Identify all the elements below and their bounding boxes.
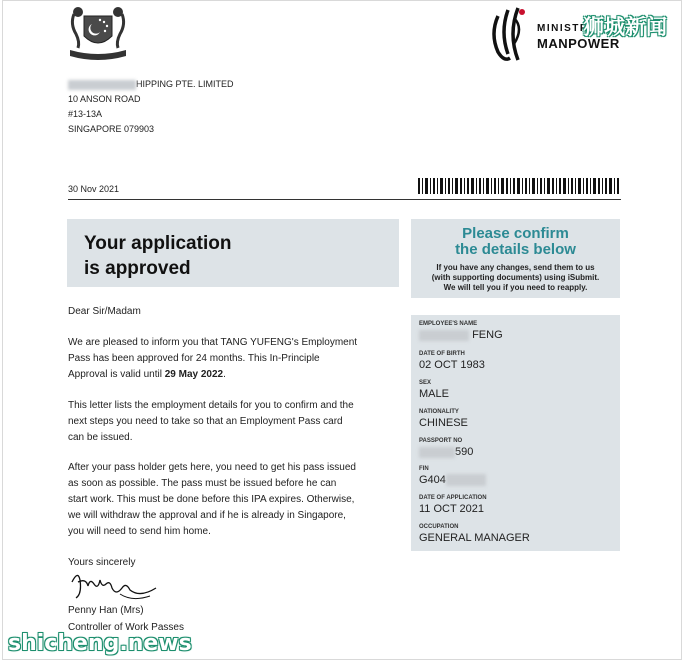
ministry-line2: MANPOWER [537, 36, 620, 51]
redacted-company-prefix [68, 80, 136, 90]
employee-name-visible: FENG [472, 329, 503, 341]
letter-date: 30 Nov 2021 [68, 184, 120, 194]
doa-label: DATE OF APPLICATION [419, 495, 487, 501]
closing: Yours sincerely [68, 557, 136, 568]
confirm-details-banner [411, 219, 620, 298]
confirm-heading-line1: Please confirm [462, 225, 569, 242]
nationality-value: CHINESE [419, 417, 468, 429]
field-date-of-birth [419, 350, 485, 372]
sex-value: MALE [419, 388, 449, 400]
paragraph-approval [68, 335, 403, 383]
paragraph-approval-line1: We are pleased to inform you that TANG YUFENG's Employment [68, 337, 358, 348]
approval-heading-line2: is approved [84, 258, 191, 279]
redacted-fin [446, 474, 486, 486]
address-unit: #13-13A [68, 109, 103, 119]
fin-visible: G404 [419, 474, 446, 486]
redacted-passport [419, 447, 455, 458]
paragraph-arrival [68, 460, 403, 540]
ministry-of-manpower-logo-icon [484, 4, 544, 66]
singapore-crest-icon [66, 4, 130, 62]
sex-label: SEX [419, 380, 432, 386]
passport-visible: 590 [455, 446, 474, 458]
confirm-heading-line2: the details below [455, 241, 576, 258]
company-name-line [68, 77, 234, 92]
signer-title: Controller of Work Passes [68, 622, 184, 633]
paragraph-arrival-line4: we will withdraw the approval and if he is already in Singapore, [68, 510, 346, 521]
address-city: SINGAPORE 079903 [68, 124, 155, 134]
validity-period: . [223, 369, 226, 380]
watermark-bottom: shicheng.news [8, 631, 192, 656]
employee-name-label: EMPLOYEE'S NAME [419, 321, 478, 327]
occupation-label: OCCUPATION [419, 524, 459, 530]
ministry-line1: MINISTRY [537, 23, 597, 34]
field-nationality [419, 408, 468, 430]
paragraph-details-line1: This letter lists the employment details for you to confirm and the [68, 400, 354, 411]
paragraph-approval-line3 [68, 367, 403, 383]
paragraph-arrival-line2: as soon as possible. The pass must be issued before he can [68, 478, 337, 489]
approval-heading [84, 231, 231, 281]
field-sex [419, 379, 449, 401]
dob-value: 02 OCT 1983 [419, 359, 485, 371]
passport-label: PASSPORT NO [419, 438, 463, 444]
employee-details-panel [411, 315, 620, 551]
watermark-top: 狮城新闻 [583, 15, 667, 39]
paragraph-details-line2: next steps you need to take so that an Employment Pass card [68, 416, 343, 427]
validity-date: 29 May 2022 [164, 369, 224, 380]
fin-label: FIN [419, 466, 429, 472]
employee-name-value [419, 329, 503, 342]
signature-icon [70, 568, 160, 602]
field-employee-name [419, 320, 503, 342]
confirm-instructions [411, 263, 620, 293]
paragraph-arrival-line5: you will need to send him home. [68, 526, 211, 537]
salutation: Dear Sir/Madam [68, 306, 141, 317]
nationality-label: NATIONALITY [419, 409, 459, 415]
redacted-name [419, 330, 469, 341]
occupation-value: GENERAL MANAGER [419, 532, 530, 544]
paragraph-arrival-line1: After your pass holder gets here, you need to get his pass issued [68, 462, 356, 473]
paragraph-details-line3: can be issued. [68, 432, 133, 443]
field-fin [419, 465, 486, 487]
field-date-of-application [419, 494, 487, 516]
passport-value [419, 446, 473, 459]
field-occupation [419, 523, 530, 545]
paragraph-approval-line2: Pass has been approved for 24 months. This In-Principle [68, 353, 320, 364]
doa-value: 11 OCT 2021 [419, 503, 485, 515]
address-street: 10 ANSON ROAD [68, 94, 141, 104]
approval-heading-line1: Your application [84, 233, 232, 254]
paragraph-details [68, 398, 403, 446]
recipient-address [68, 77, 234, 137]
dob-label: DATE OF BIRTH [419, 351, 465, 357]
field-passport-no [419, 437, 473, 459]
confirm-instructions-line1: If you have any changes, send them to us [436, 263, 595, 272]
confirm-heading [411, 226, 620, 258]
divider-rule [68, 199, 621, 200]
confirm-instructions-line3: We will tell you if you need to reapply. [443, 283, 588, 292]
validity-text: Approval is valid until [68, 369, 165, 380]
confirm-instructions-line2: (with supporting documents) using iSubmit. [431, 273, 600, 282]
barcode-icon [418, 178, 621, 194]
fin-value [419, 474, 486, 487]
approval-banner [67, 219, 399, 287]
paragraph-arrival-line3: start work. This must be done before this IPA expires. Otherwise, [68, 494, 355, 505]
company-name: HIPPING PTE. LIMITED [136, 79, 234, 89]
signer-name: Penny Han (Mrs) [68, 605, 144, 616]
